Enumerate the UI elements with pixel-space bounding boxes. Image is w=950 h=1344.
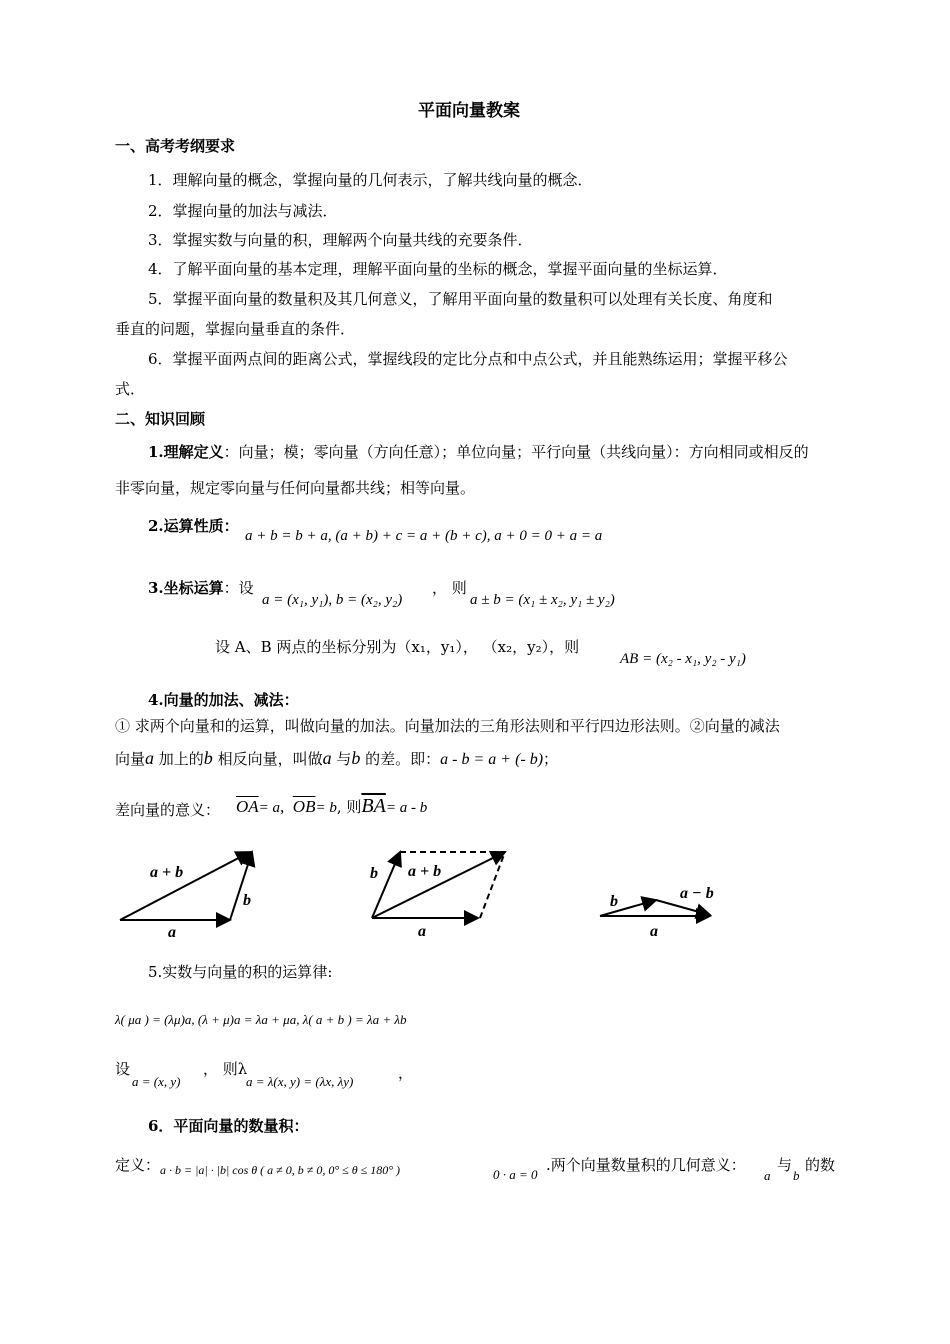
vector-BA: $\overline{BA}$	[361, 795, 386, 817]
dot-product-def-label: 定义：	[115, 1156, 161, 1174]
text-vector: 向量	[115, 750, 146, 768]
section2-heading: 二、知识回顾	[115, 410, 206, 428]
subtraction-figure	[590, 870, 740, 942]
dot-product-geo-text: .两个向量数量积的几何意义：	[546, 1156, 746, 1174]
text-added: 加上的	[154, 750, 204, 768]
difference-formula: a - b = a + (- b)	[440, 751, 544, 768]
then-text: , 则	[336, 798, 362, 816]
page-title: 平面向量教案	[418, 101, 520, 121]
requirement-2: 2．掌握向量的加法与减法．	[148, 202, 338, 220]
symbol-b: b	[203, 748, 213, 768]
text-difference: 的差。即：	[360, 750, 441, 768]
parallelogram-rule-figure	[360, 840, 530, 940]
definition-paragraph	[148, 442, 809, 462]
coordinate-formula-2: a ± b = (x₁ ± x₂, y₁ ± y₂)	[470, 592, 615, 608]
vector-OB: $\overline{OB}$	[292, 797, 316, 816]
coordinate-label: 3.坐标运算	[148, 579, 224, 597]
definition-label: 1.理解定义	[148, 443, 224, 461]
definition-text: ：向量；模；零向量（方向任意）；单位向量；平行向量（共线向量）：方向相同或相反的	[223, 443, 809, 461]
dot-product-label: 6．平面向量的数量积：	[148, 1117, 309, 1135]
coordinate-formula-1: a = (x₁, y₁), b = (x₂, y₂)	[262, 592, 403, 608]
fig2-a-label: a	[418, 923, 426, 940]
add-sub-line-1: ① 求两个向量和的运算，叫做向量的加法。向量加法的三角形法则和平行四边形法则。②向量的减法	[115, 717, 780, 735]
coordinate-formula-3: AB = (x₂ - x₁, y₂ - y₁)	[620, 651, 746, 667]
text-called: 相反向量，叫做	[212, 750, 323, 768]
requirement-5-cont: 垂直的问题，掌握向量垂直的条件．	[115, 320, 356, 338]
scalar-product-label: 5.实数与向量的积的运算律:	[148, 963, 333, 981]
requirement-6-cont: 式．	[115, 380, 146, 398]
coordinate-paragraph	[148, 578, 254, 598]
symbol-a-2: a	[322, 748, 332, 768]
fig2-sum-label: a + b	[408, 863, 442, 880]
semicolon: ；	[543, 750, 559, 768]
fig3-b-label: b	[610, 893, 618, 910]
diff-meaning-formula: $\overline{OA}= a$, $\overline{OB}= b$, 则$\overline{BA}= a - b$	[236, 795, 428, 817]
requirement-3: 3．掌握实数与向量的积，理解两个向量共线的充要条件．	[148, 231, 533, 249]
fig1-b-label: b	[243, 892, 251, 909]
dot-product-tail: 的数	[805, 1156, 836, 1174]
scalar-end: ，	[398, 1064, 414, 1082]
add-sub-label: 4.向量的加法、减法：	[148, 691, 299, 709]
add-sub-line-2	[115, 748, 558, 770]
scalar-set-formula: a = (x, y)	[132, 1074, 181, 1089]
requirement-5: 5．掌握平面向量的数量积及其几何意义，了解用平面向量的数量积可以处理有关长度、角度和	[148, 290, 773, 308]
section1-heading: 一、高考考纲要求	[115, 137, 236, 155]
dot-product-symbol-a: a	[764, 1168, 771, 1183]
text-and: 与	[331, 750, 352, 768]
requirement-6: 6．掌握平面两点间的距离公式，掌握线段的定比分点和中点公式，并且能熟练运用；掌握平移公	[148, 350, 788, 368]
triangle-rule-figure	[110, 840, 280, 940]
requirement-4: 4．了解平面向量的基本定理，理解平面向量的坐标的概念，掌握平面向量的坐标运算．	[148, 260, 728, 278]
scalar-set-text: 设	[115, 1060, 131, 1078]
fig2-b-label: b	[370, 865, 378, 882]
definition-text-cont: 非零向量，规定零向量与任何向量都共线；相等向量。	[115, 479, 476, 497]
requirement-1: 1．理解向量的概念，掌握向量的几何表示，了解共线向量的概念．	[148, 171, 593, 189]
fig3-diff-label: a − b	[680, 885, 714, 902]
coordinate-line-2: 设 A、B 两点的坐标分别为（x₁，y₁）， （x₂，y₂），则	[215, 638, 580, 656]
dot-product-formula: a · b = |a| · |b| cos θ ( a ≠ 0, b ≠ 0, 0° ≤ θ ≤ 180° )	[160, 1163, 401, 1177]
coordinate-text: ：设	[223, 579, 254, 597]
operation-properties-label: 2.运算性质：	[148, 517, 239, 535]
fig1-a-label: a	[168, 924, 176, 940]
dot-product-symbol-b: b	[793, 1168, 800, 1183]
fig1-sum-label: a + b	[150, 864, 184, 881]
operation-properties-formula: a + b = b + a, (a + b) + c = a + (b + c), a + 0 = 0 + a = a	[245, 528, 603, 544]
eq-a: = a	[258, 800, 281, 816]
scalar-then-text: ， 则λ	[203, 1060, 248, 1078]
dot-product-with: 与	[777, 1156, 793, 1174]
symbol-b-2: b	[351, 748, 361, 768]
eq-b: = b	[315, 800, 337, 816]
symbol-a: a	[145, 748, 155, 768]
vector-OA: $\overline{OA}$	[236, 797, 259, 816]
fig3-a-label: a	[650, 923, 658, 940]
scalar-result-formula: a = λ(x, y) = (λx, λy)	[246, 1074, 354, 1089]
diff-meaning-label: 差向量的意义：	[115, 801, 221, 819]
scalar-product-formula: λ( μa ) = (λμ)a, (λ + μ)a = λa + μa, λ( a + b ) = λa + λb	[115, 1012, 407, 1027]
eq-a-minus-b: = a - b	[385, 800, 428, 816]
coordinate-then: ， 则	[432, 579, 467, 597]
zero-dot-formula: 0 · a = 0	[493, 1167, 538, 1182]
